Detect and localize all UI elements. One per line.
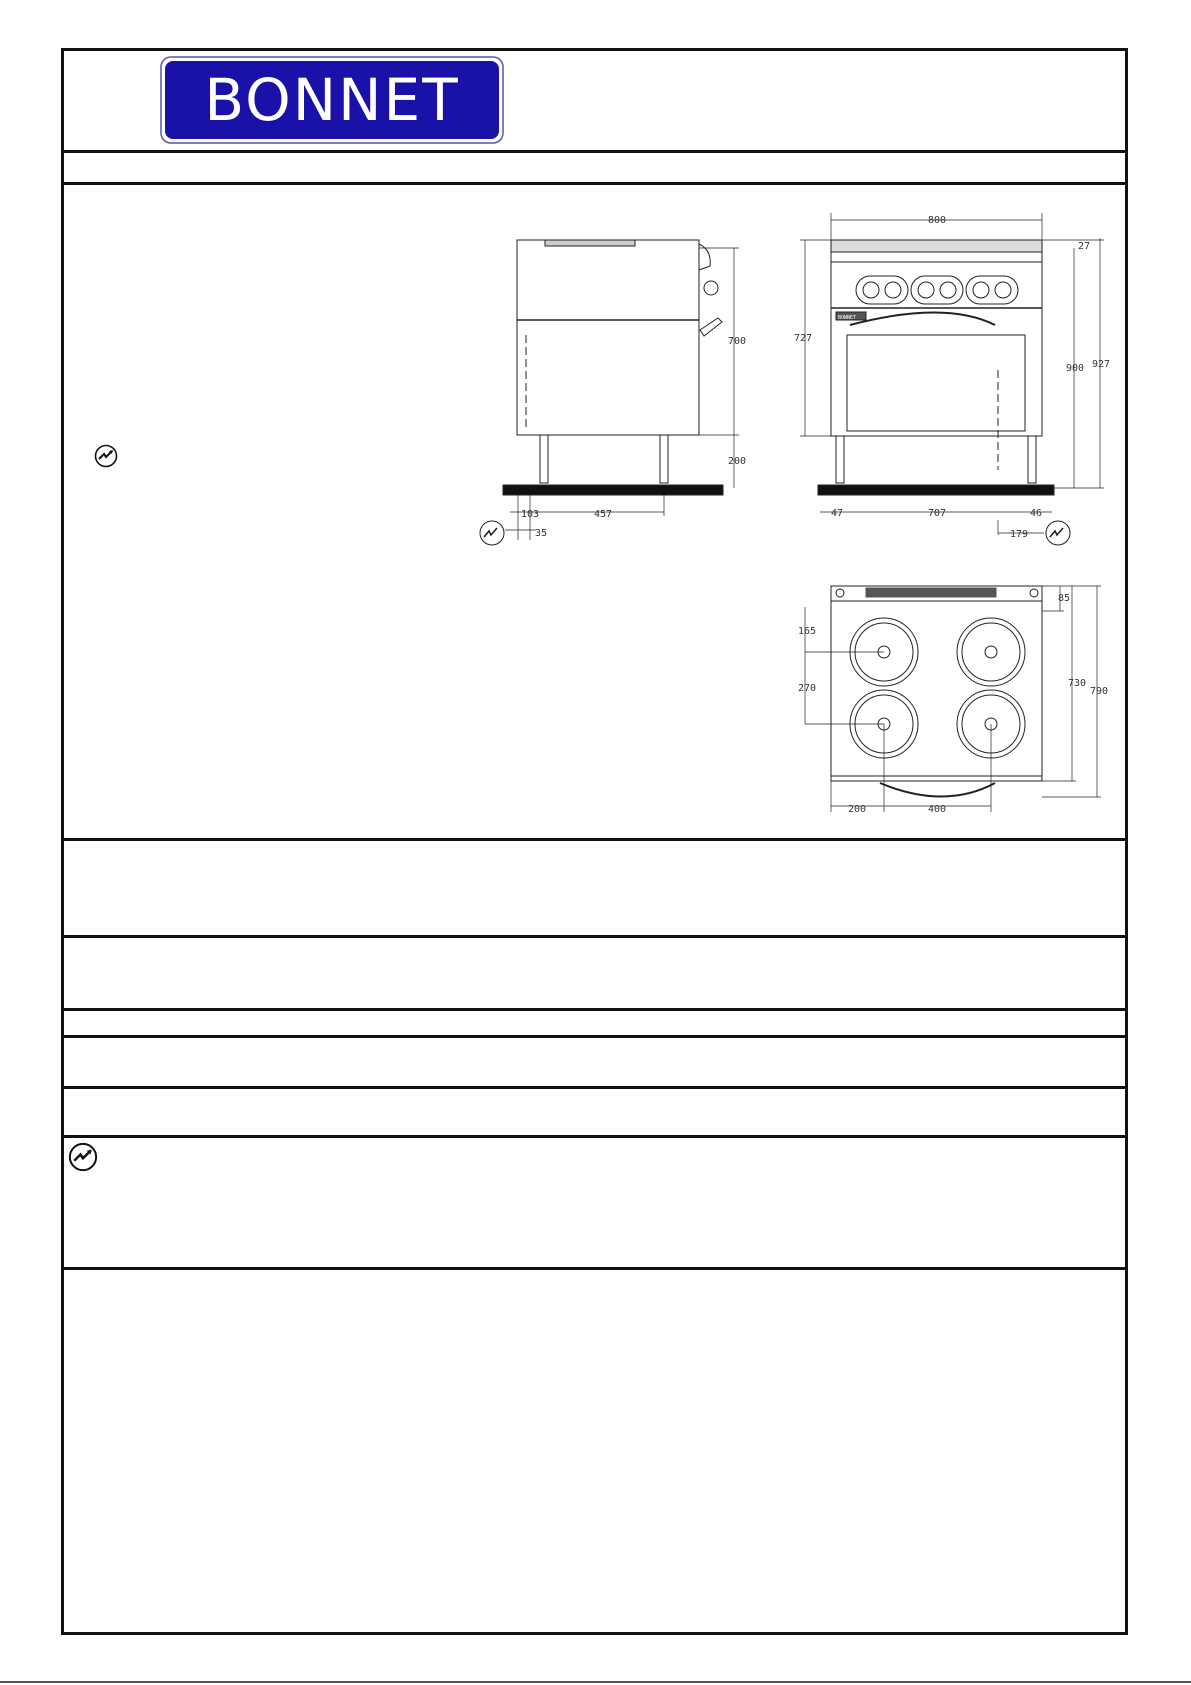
dim-front-height-to-top: 727	[794, 333, 813, 344]
dim-front-height-total-b: 927	[1092, 359, 1111, 370]
dim-top-left-offset: 200	[848, 804, 867, 815]
front-view	[800, 213, 1104, 545]
dim-side-offset-front: 103	[521, 509, 540, 520]
dim-top-depth-b: 790	[1090, 686, 1109, 697]
dim-side-height-legs: 200	[728, 456, 747, 467]
dim-top-first-row: 165	[798, 626, 817, 637]
divider-section-4	[61, 1086, 1128, 1089]
side-view	[480, 240, 739, 545]
front-badge: BONNET	[838, 315, 857, 321]
brand-name: BONNET	[204, 66, 460, 134]
dim-front-top-step: 27	[1078, 241, 1091, 252]
dim-front-right-inset: 46	[1030, 508, 1043, 519]
dim-top-row-spacing: 270	[798, 683, 817, 694]
dim-side-leg-spacing: 457	[594, 509, 613, 520]
dim-front-width: 800	[928, 215, 947, 226]
dim-front-elec-offset: 179	[1010, 529, 1029, 540]
divider-section-3	[61, 1035, 1128, 1038]
top-view	[805, 586, 1101, 812]
dim-front-left-inset: 47	[831, 508, 844, 519]
dim-side-offset-small: 35	[535, 528, 548, 539]
page-bottom-rule	[0, 1681, 1191, 1683]
divider-section-5	[61, 1135, 1128, 1138]
dim-front-inner-width: 707	[928, 508, 947, 519]
divider-section-2	[61, 1008, 1128, 1011]
dim-side-height-body: 700	[728, 336, 747, 347]
technical-drawings	[0, 0, 1191, 840]
dim-top-col-spacing: 400	[928, 804, 947, 815]
divider-section-6	[61, 1267, 1128, 1270]
dim-front-height-total-a: 900	[1066, 363, 1085, 374]
dim-top-depth-a: 730	[1068, 678, 1087, 689]
divider-section-1	[61, 935, 1128, 938]
dim-top-back-strip: 85	[1058, 593, 1071, 604]
electrical-connection-icon	[68, 1142, 98, 1172]
